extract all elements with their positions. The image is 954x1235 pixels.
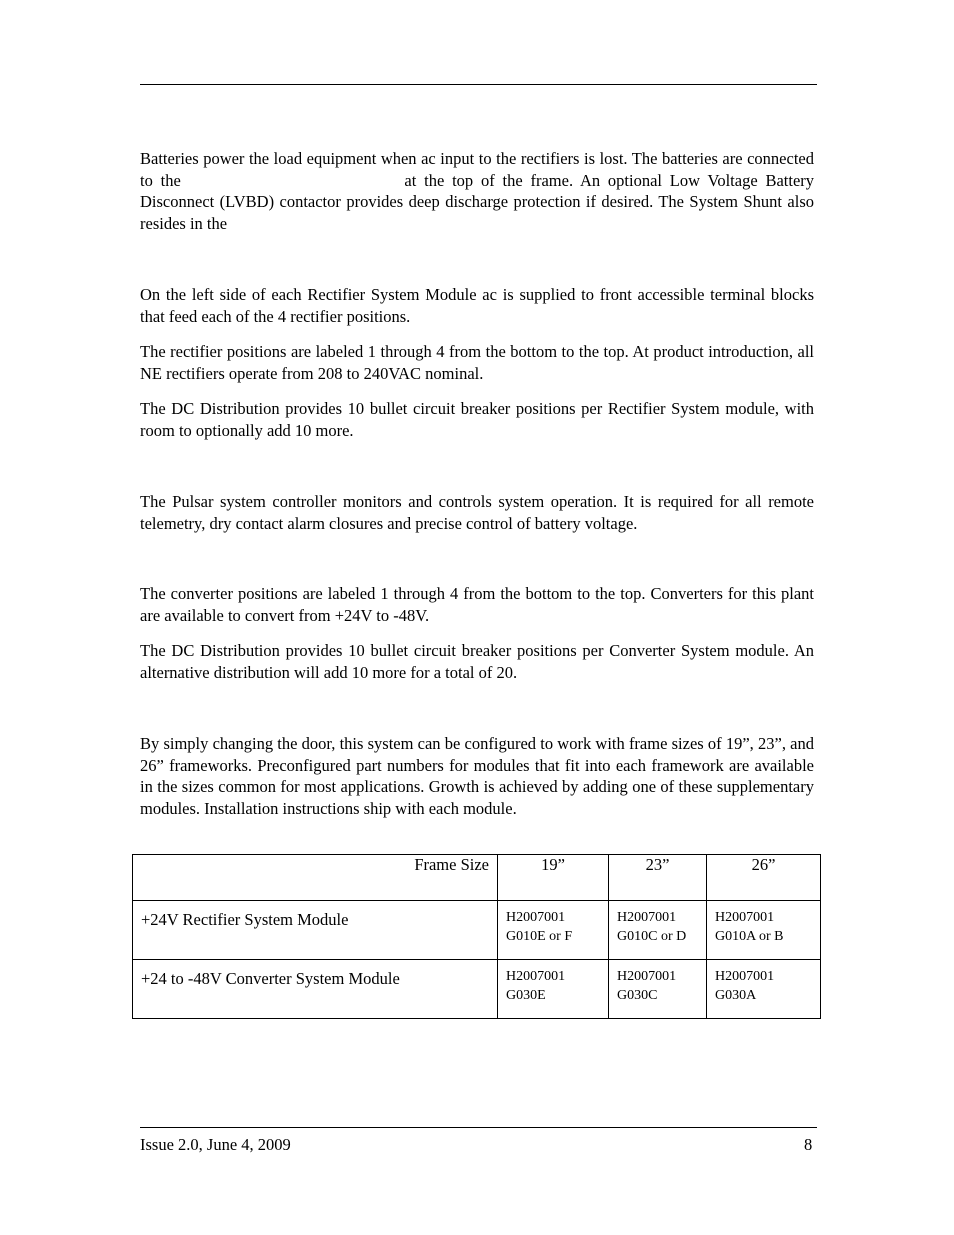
frame-size-header: Frame Size	[133, 855, 498, 901]
part-number	[707, 901, 821, 960]
converter-positions-paragraph: The converter positions are labeled 1 through 4 from the bottom to the top. Converters for this plant are available to convert from +24V to -48V.	[140, 584, 814, 625]
issue-date: Issue 2.0, June 4, 2009	[140, 1135, 291, 1154]
frame-size-table	[132, 854, 821, 1019]
part-number-line: G030C	[617, 988, 658, 1003]
part-number-line: G010C or D	[617, 929, 687, 944]
part-number-line: H2007001	[715, 969, 775, 984]
batteries-text-a: Batteries power the load equipment when ac input to the rectifiers is lost. The batteries are connected to the	[140, 149, 814, 190]
batteries-paragraph	[140, 148, 814, 235]
part-number-line: H2007001	[506, 969, 566, 984]
part-number-line: H2007001	[506, 910, 566, 925]
frame-sizes-paragraph: By simply changing the door, this system can be configured to work with frame sizes of 19”, 23”, and 26” frameworks. Preconfigured part numbers for modules that fit into each framework are available in the sizes common for most applications. Growth is achieved by adding one of these supplementary modules. Installation instructions ship with each module.	[140, 734, 814, 819]
part-number-line: H2007001	[617, 910, 677, 925]
part-number-line: G030A	[715, 988, 757, 1003]
part-number-line: G010A or B	[715, 929, 784, 944]
header-rule	[140, 84, 817, 85]
table-row	[133, 960, 821, 1019]
rectifier-distribution-paragraph: The DC Distribution provides 10 bullet circuit breaker positions per Rectifier System module, with room to optionally add 10 more.	[140, 399, 814, 440]
module-name: +24 to -48V Converter System Module	[133, 960, 498, 1019]
converter-distribution-paragraph: The DC Distribution provides 10 bullet circuit breaker positions per Converter System module. An alternative distribution will add 10 more for a total of 20.	[140, 641, 814, 682]
size-26-header: 26”	[707, 855, 821, 901]
part-number	[498, 901, 609, 960]
module-name: +24V Rectifier System Module	[133, 901, 498, 960]
part-number	[609, 901, 707, 960]
table-header-row	[133, 855, 821, 901]
controller-paragraph: The Pulsar system controller monitors and controls system operation. It is required for all remote telemetry, dry contact alarm closures and precise control of battery voltage.	[140, 492, 814, 533]
part-number	[707, 960, 821, 1019]
part-number-line: G010E or F	[506, 929, 573, 944]
footer-rule	[140, 1127, 817, 1128]
part-number	[498, 960, 609, 1019]
part-number-line: H2007001	[617, 969, 677, 984]
part-number-line: G030E	[506, 988, 546, 1003]
ac-input-paragraph: On the left side of each Rectifier System Module ac is supplied to front accessible terminal blocks that feed each of the 4 rectifier positions.	[140, 285, 814, 326]
batteries-text-b: at the top of the frame. An optional Low Voltage Battery Disconnect (LVBD) contactor provides deep discharge protection if desired. The System Shunt also resides in the	[140, 170, 815, 234]
part-number	[609, 960, 707, 1019]
rectifier-positions-paragraph: The rectifier positions are labeled 1 through 4 from the bottom to the top. At product introduction, all NE rectifiers operate from 208 to 240VAC nominal.	[140, 342, 814, 383]
size-23-header: 23”	[609, 855, 707, 901]
part-number-line: H2007001	[715, 910, 775, 925]
page-number: 8	[804, 1135, 813, 1154]
size-19-header: 19”	[498, 855, 609, 901]
table-row	[133, 901, 821, 960]
